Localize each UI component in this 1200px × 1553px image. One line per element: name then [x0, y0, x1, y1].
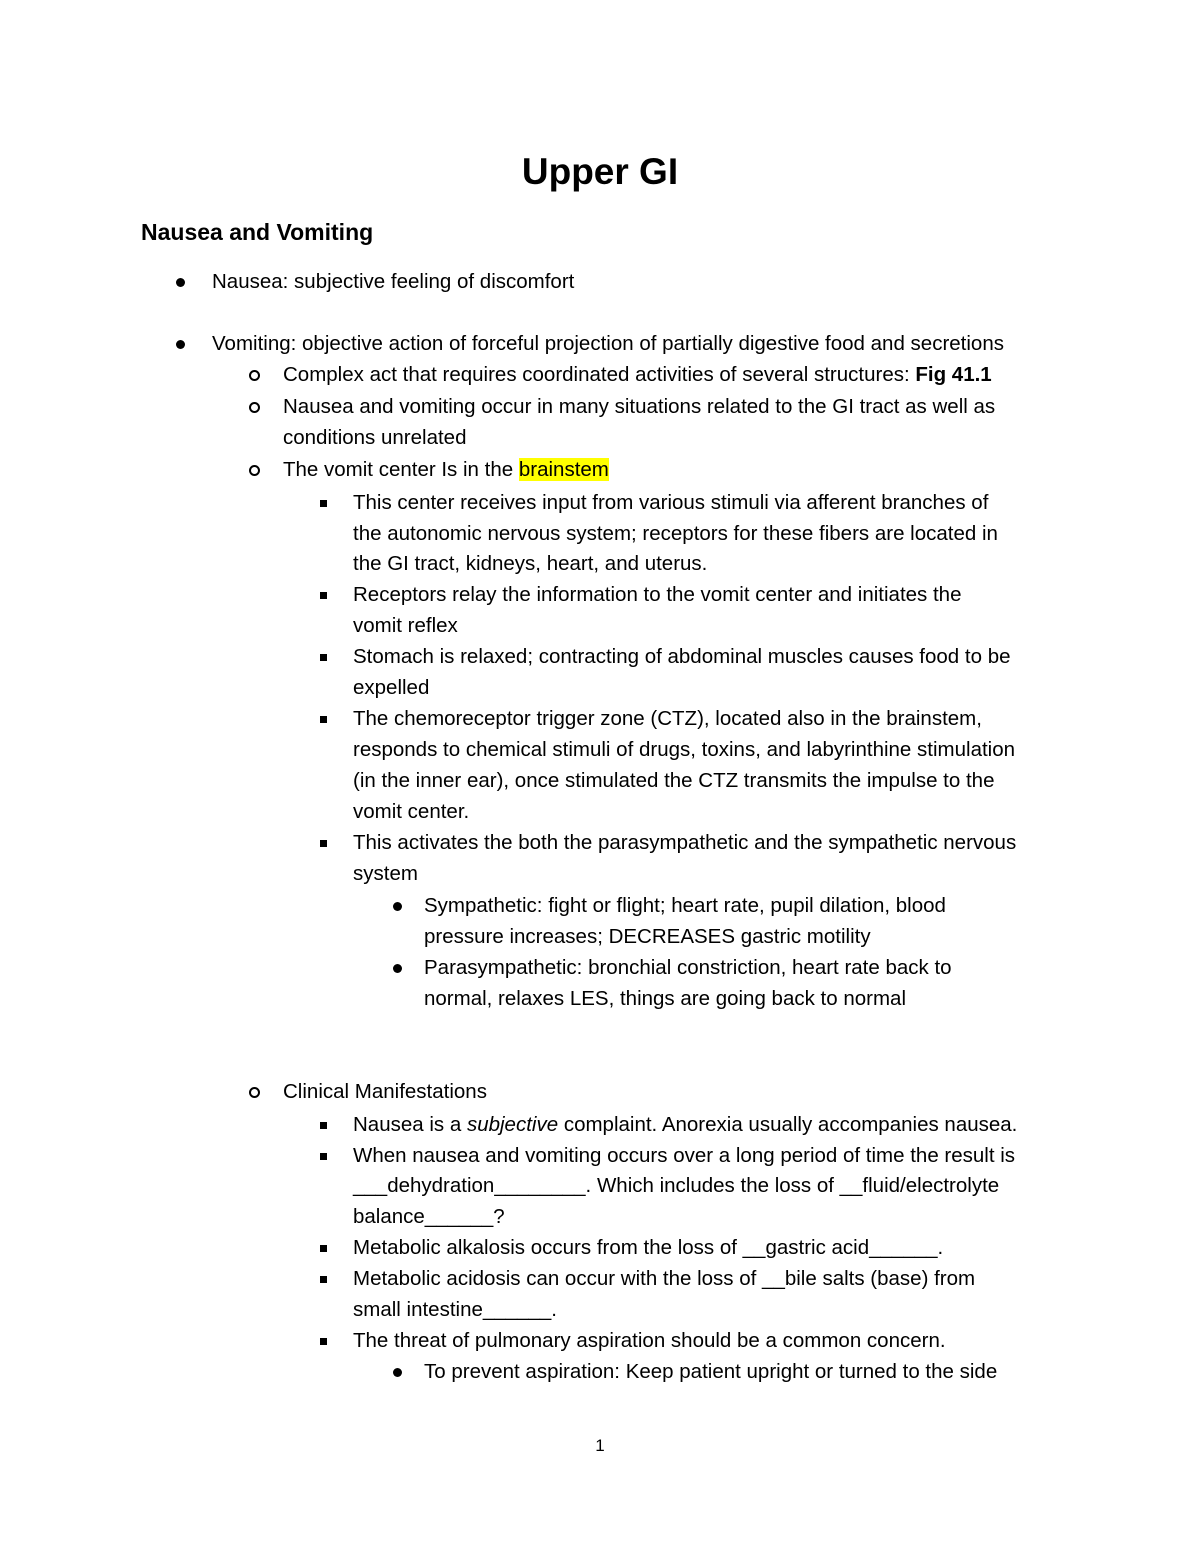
list-item-ctz-line3: (in the inner ear), once stimulated the CTZ transmits the impulse to the	[353, 769, 995, 792]
list-item-relay-line1: Receptors relay the information to the vomit center and initiates the	[353, 583, 962, 606]
list-item-acidosis-line2: small intestine______.	[353, 1298, 557, 1321]
list-item-acidosis-line1: Metabolic acidosis can occur with the loss of __bile salts (base) from	[353, 1267, 976, 1290]
subjective-prefix: Nausea is a	[353, 1113, 467, 1136]
bullet-square-icon	[316, 641, 330, 672]
list-item-situations-line2: conditions unrelated	[283, 426, 467, 449]
list-item-longperiod-line3: balance______?	[353, 1205, 505, 1228]
document-title: Upper GI	[521, 151, 679, 192]
list-item-longperiod-line1: When nausea and vomiting occurs over a long period of time the result is	[353, 1144, 1016, 1167]
list-item-parasympathetic-line1: Parasympathetic: bronchial constriction, heart rate back to	[424, 956, 952, 979]
subjective-suffix: complaint. Anorexia usually accompanies nausea.	[558, 1113, 1018, 1136]
list-item-stomach-line2: expelled	[353, 676, 430, 699]
list-item-complex-act	[283, 359, 992, 390]
list-item-relay-line2: vomit reflex	[353, 614, 458, 637]
subjective-italic: subjective	[466, 1113, 559, 1136]
vomit-center-text: The vomit center Is in the	[283, 458, 519, 481]
bullet-square-icon	[316, 703, 330, 734]
list-item-activates-line1: This activates the both the parasympathetic and the sympathetic nervous	[353, 831, 1017, 854]
bullet-square-icon	[316, 579, 330, 610]
list-item-subjective	[353, 1109, 1017, 1140]
list-item-aspiration: The threat of pulmonary aspiration should be a common concern.	[353, 1329, 946, 1352]
list-item-ctz-line2: responds to chemical stimuli of drugs, toxins, and labyrinthine stimulation	[353, 738, 1016, 761]
list-item-vomit-center	[283, 454, 609, 485]
list-item-parasympathetic-line2: normal, relaxes LES, things are going back to normal	[424, 987, 907, 1010]
bullet-square-icon	[316, 487, 330, 518]
bullet-square-icon	[316, 1109, 330, 1140]
list-item-alkalosis: Metabolic alkalosis occurs from the loss of __gastric acid______.	[353, 1236, 944, 1259]
bullet-disc-icon	[172, 266, 188, 297]
bullet-square-icon	[316, 1232, 330, 1263]
bullet-circle-icon	[246, 391, 262, 422]
list-item-input-line1: This center receives input from various stimuli via afferent branches of	[353, 491, 989, 514]
bullet-square-icon	[316, 1263, 330, 1294]
list-item-input-line3: the GI tract, kidneys, heart, and uterus.	[353, 552, 708, 575]
list-item-nausea: Nausea: subjective feeling of discomfort	[212, 270, 575, 293]
bullet-circle-icon	[246, 359, 262, 390]
list-item-prevent-aspiration: To prevent aspiration: Keep patient upright or turned to the side	[424, 1360, 998, 1383]
bullet-square-icon	[316, 827, 330, 858]
list-item-sympathetic-line1: Sympathetic: fight or flight; heart rate, pupil dilation, blood	[424, 894, 946, 917]
list-item-ctz-line1: The chemoreceptor trigger zone (CTZ), located also in the brainstem,	[353, 707, 982, 730]
list-item-input-line2: the autonomic nervous system; receptors for these fibers are located in	[353, 522, 998, 545]
list-item-situations-line1: Nausea and vomiting occur in many situations related to the GI tract as well as	[283, 395, 996, 418]
section-heading: Nausea and Vomiting	[141, 219, 374, 245]
highlighted-term: brainstem	[518, 458, 609, 481]
list-item-activates-line2: system	[353, 862, 418, 885]
list-item-clinical-manifestations: Clinical Manifestations	[283, 1080, 487, 1103]
bullet-disc-icon	[389, 1356, 405, 1387]
bullet-circle-icon	[246, 454, 262, 485]
bullet-square-icon	[316, 1325, 330, 1356]
list-item-stomach-line1: Stomach is relaxed; contracting of abdominal muscles causes food to be	[353, 645, 1011, 668]
bullet-disc-icon	[172, 328, 188, 359]
page-number: 1	[595, 1436, 605, 1455]
bullet-circle-icon	[246, 1076, 262, 1107]
figure-reference: Fig 41.1	[915, 363, 992, 386]
bullet-disc-icon	[389, 952, 405, 983]
list-item-sympathetic-line2: pressure increases; DECREASES gastric motility	[424, 925, 871, 948]
bullet-disc-icon	[389, 890, 405, 921]
complex-act-text: Complex act that requires coordinated activities of several structures:	[283, 363, 916, 386]
list-item-ctz-line4: vomit center.	[353, 800, 470, 823]
list-item-longperiod-line2: ___dehydration________. Which includes the loss of __fluid/electrolyte	[353, 1174, 1000, 1197]
bullet-square-icon	[316, 1140, 330, 1171]
list-item-vomiting: Vomiting: objective action of forceful projection of partially digestive food and secretions	[212, 332, 1004, 355]
